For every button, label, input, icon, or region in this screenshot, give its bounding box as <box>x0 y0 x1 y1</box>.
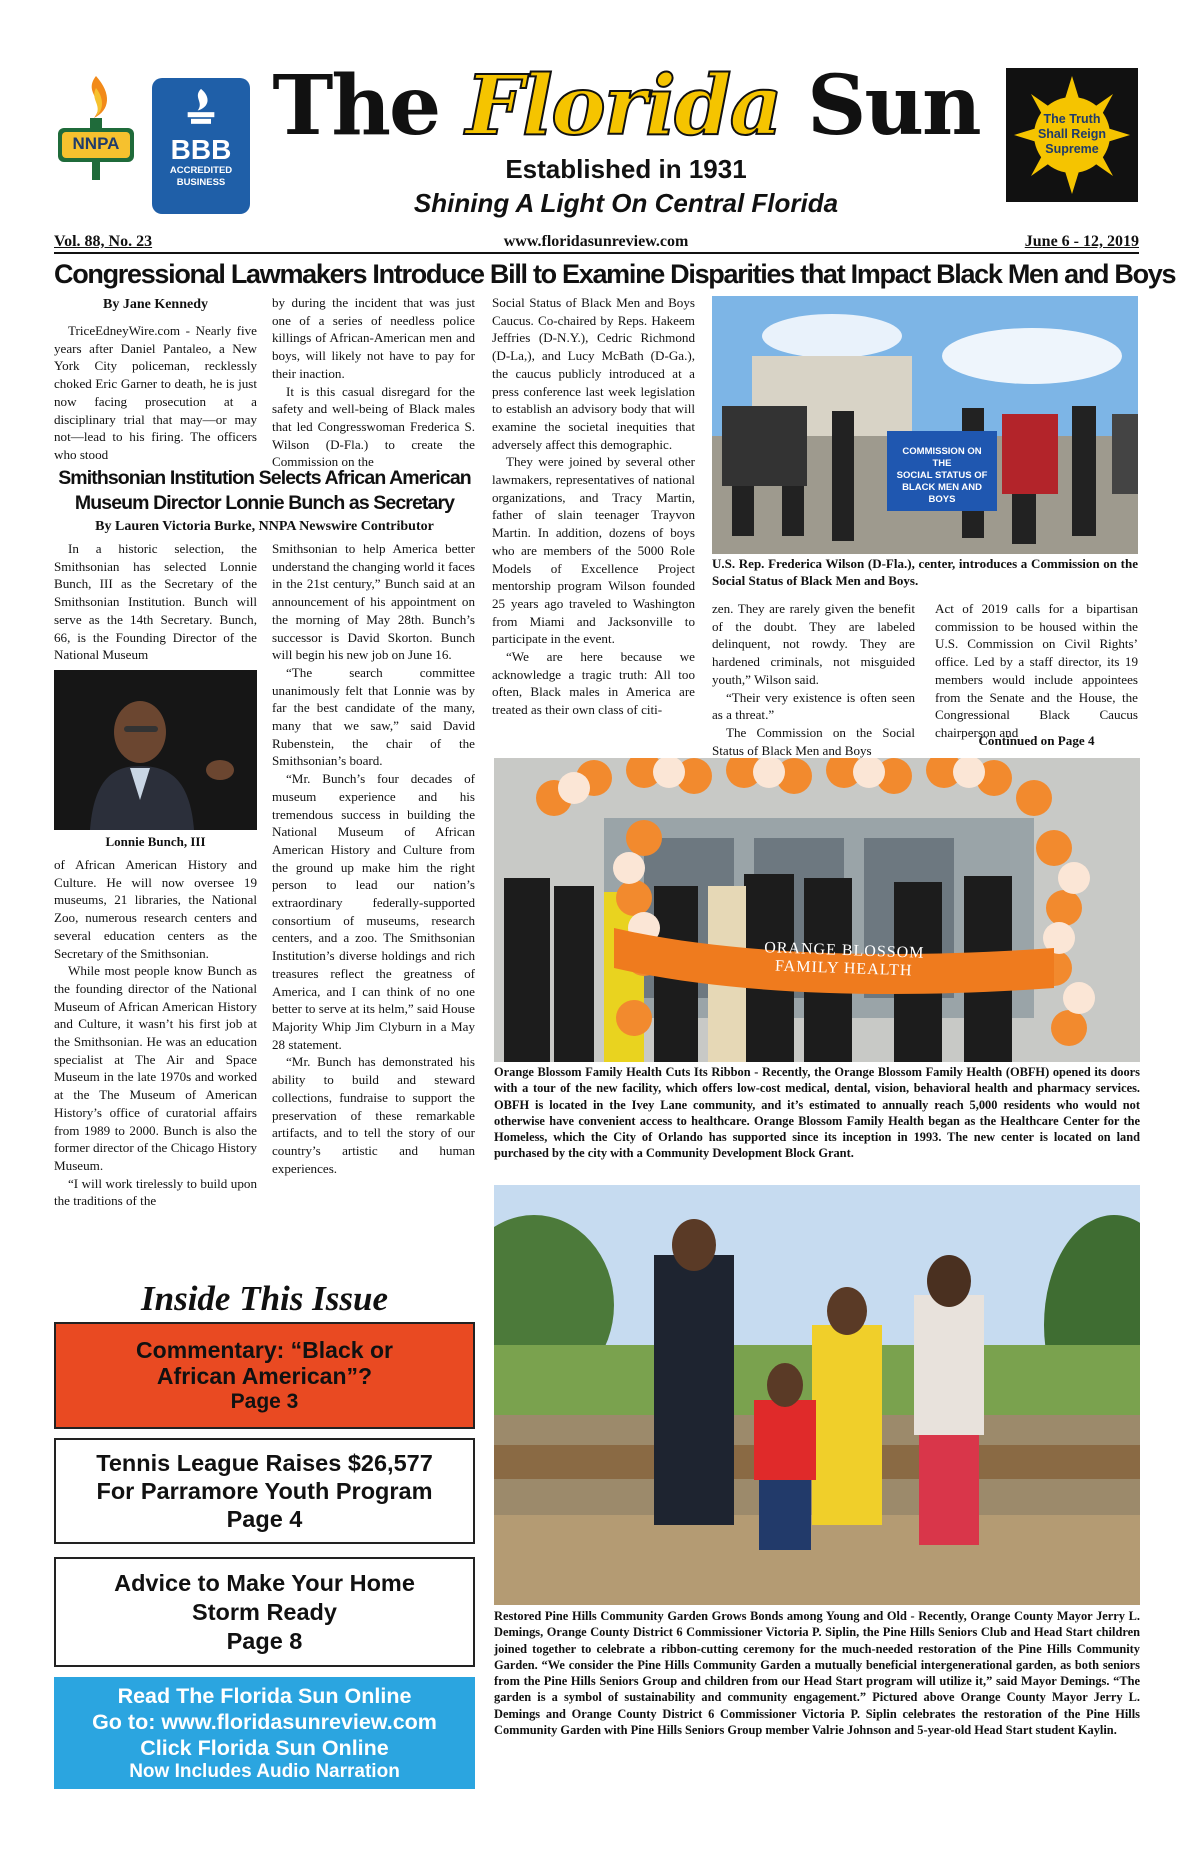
sun-badge-line2: Shall Reign <box>1037 127 1107 141</box>
lead-col3-p3: “We are here because we acknowledge a tragic truth: All too often, Black males in America are treated as their own class of citi- <box>492 649 695 718</box>
smithsonian-col2-p2: “The search committee unanimously felt that Lonnie was by far the best candidate of the many, many that we saw,” said David Rubenstein, the chair of the Smithsonian’s board. <box>272 664 475 769</box>
commission-banner <box>895 446 989 506</box>
lead-col4 <box>712 600 915 759</box>
lead-col1-p1: TriceEdneyWire.com - Nearly five years after Daniel Pantaleo, a New York City policeman, recklessly choked Eric Garner to death, he is just now facing prosecution at a disciplinary trial that may—or may not—lead to his firing. The officers who stood <box>54 323 257 462</box>
lead-col2 <box>272 294 475 471</box>
smithsonian-col2-p3: “Mr. Bunch’s four decades of museum experience and his tremendous success in building the National Museum of African American History and Culture from the ground up make him the right person to lead our nation’s extraordinary federally-supported consortium of museums, research centers, and a zoo. The Smithsonian Institution’s diverse holdings and rich treasures reflect the greatness of America, and I can think of no one better to serve at its helm,” said House Majority Whip Jim Clyburn in a May 28 statement. <box>272 771 475 1052</box>
banner-line1: COMMISSION ON THE <box>902 446 982 469</box>
nnpa-logo <box>52 72 140 184</box>
smithsonian-byline: By Lauren Victoria Burke, NNPA Newswire Contributor <box>95 519 434 534</box>
obfh-caption: Orange Blossom Family Health Cuts Its Ribbon - Recently, the Orange Blossom Family Health (OBFH) opened its doors with a tour of the new facility, which offers low-cost medical, dental, vision, behavioral health and pharmacy services. OBFH is located in the Ivey Lane community, and it’s estimated to annually reach 5,000 residents who would not otherwise have convenient access to healthcare. Orange Blossom Family Health began as the Healthcare Center for the Homeless, which the City of Orlando has supported since its inception in 1993. The new center is located on land purchased by the city with a Community Development Block Grant. <box>494 1065 1140 1161</box>
commentary-line1: Commentary: “Black or <box>136 1336 393 1363</box>
inside-heading: Inside This Issue <box>140 1279 389 1318</box>
website-link[interactable]: www.floridasunreview.com <box>503 233 689 250</box>
inside-box-storm[interactable] <box>54 1557 475 1667</box>
read-online-box[interactable] <box>54 1677 475 1789</box>
title-word-sun: Sun <box>807 58 980 154</box>
lead-headline: Congressional Lawmakers Introduce Bill to Examine Disparities that Impact Black Men and Boys <box>54 259 1176 289</box>
title-word-florida: Florida <box>465 58 781 154</box>
masthead-title <box>262 56 990 156</box>
garden-caption: Restored Pine Hills Community Garden Grows Bonds among Young and Old - Recently, Orange County Mayor Jerry L. Demings, Orange County District 6 Commissioner Victoria P. Siplin, the Pine Hills Seniors Club and Head Start children joined together to celebrate a ribbon-cutting ceremony for the much-needed restoration of the Pine Hills Community Garden. “We consider the Pine Hills Community Garden a mutually beneficial intergenerational garden, as both seniors from the Pine Hills Seniors Group and children from our Head Start program will utilize it,” said Mayor Demings. “The garden is a symbol of sustainability and community engagement.” Pictured above Orange County Mayor Jerry L. Demings and Orange County District 6 Commissioner Victoria P. Siplin celebrates the restoration of the Pine Hills Community Garden with Pine Hills Seniors Group member Valrie Johnson and 5-year-old Head Start student Kaylin. <box>494 1609 1140 1738</box>
smithsonian-col1-p1: In a historic selection, the Smithsonian has selected Lonnie Bunch, III as the Secretary of the Smithsonian Institution. Bunch will serve as the 14th Secretary. Bunch, 66, is the Founding Director of the National Museum <box>54 541 257 663</box>
bunch-photo-caption: Lonnie Bunch, III <box>105 834 206 849</box>
sun-badge <box>1006 68 1138 202</box>
smithsonian-col1-top <box>54 540 257 664</box>
bbb-torch-icon <box>176 86 226 130</box>
lead-col4-p3: The Commission on the Social Status of Black Men and Boys <box>712 724 915 758</box>
smithsonian-col2-p1: Smithsonian to help America better understand the changing world it faces in the 21st century,” Bunch said at an announcement of his appointment on the morning of May 28th. Bunch’s successor is David Skorton. Bunch will begin his new job on June 16. <box>272 541 475 663</box>
sun-badge-line3: Supreme <box>1045 142 1099 156</box>
sun-badge-line1: The Truth <box>1043 112 1101 126</box>
tennis-page: Page 4 <box>226 1506 303 1532</box>
tennis-line1: Tennis League Raises $26,577 <box>96 1450 433 1476</box>
lead-col1 <box>54 322 257 464</box>
commentary-line2: African American”? <box>156 1362 373 1389</box>
smithsonian-col2-p4: “Mr. Bunch has demonstrated his ability to build and steward collections, fundraise to support the preservation of these remarkable artifacts, and to tell the story of our country’s artistic and human experiences. <box>272 1054 475 1176</box>
online-line4: Now Includes Audio Narration <box>129 1761 400 1782</box>
torch-icon <box>52 72 140 184</box>
established-line: Established in 1931 <box>505 154 747 184</box>
lead-col2-p1: by during the incident that was just one of a series of needless police killings of African-American men and boys, will likely not have to pay for their inaction. <box>272 295 475 381</box>
smithsonian-col1-p2: of African American History and Culture. He will now oversee 19 museums, 21 libraries, the National Zoo, numerous research centers and several education centers as the Secretary of the Smithsonian. <box>54 857 257 961</box>
commentary-page: Page 3 <box>230 1389 299 1413</box>
lead-col3-p2: They were joined by several other lawmakers, representatives of national organizations, and Tracy Martin, father of slain teenager Trayvon Martin. In addition, dozens of boys who are members of the 5000 Role Models of Excellence Project mentorship program Wilson founded 25 years ago traveled to Washington from Miami and Jacksonville to participate in the event. <box>492 454 695 647</box>
bbb-text: BBB <box>170 134 232 165</box>
issue-date: June 6 - 12, 2019 <box>1024 233 1139 250</box>
smithsonian-col1-p3: While most people know Bunch as the founding director of the National Museum of African American History and Culture, it wasn’t his first job at the Smithsonian. He was an education specialist at The Air and Space Museum in the late 1970s and worked at the The Museum of American History’s office of curatorial affairs from 1989 to 2000. Bunch is also the former director of the Chicago History Museum. <box>54 963 257 1173</box>
online-line1: Read The Florida Sun Online <box>117 1684 412 1708</box>
storm-line2: Storm Ready <box>192 1598 337 1625</box>
obfh-photo <box>494 758 1140 1062</box>
garden-photo <box>494 1185 1140 1605</box>
lead-col5 <box>935 600 1138 742</box>
tennis-line2: For Parramore Youth Program <box>96 1478 433 1504</box>
smithsonian-col1-p4: “I will work tirelessly to build upon the traditions of the <box>54 1175 257 1209</box>
banner-line2: SOCIAL STATUS OF <box>896 470 988 481</box>
smithsonian-headline-line2: Museum Director Lonnie Bunch as Secretary <box>74 492 455 514</box>
smithsonian-col2 <box>272 540 475 1177</box>
lead-byline: By Jane Kennedy <box>102 297 208 312</box>
dateline <box>54 232 1139 254</box>
bbb-sub1: ACCREDITED <box>169 165 233 176</box>
title-word-the: The <box>272 58 440 154</box>
lead-col4-p1: zen. They are rarely given the benefit of the doubt. They are labeled delinquent, not rowdy. They are hardened criminals, not misguided youth,” Wilson said. <box>712 601 915 687</box>
smithsonian-headline <box>54 466 475 516</box>
smithsonian-col1-bottom <box>54 856 257 1210</box>
storm-line1: Advice to Make Your Home <box>114 1569 415 1596</box>
continued-note: Continued on Page 4 <box>978 733 1095 748</box>
lead-col3-p1: Social Status of Black Men and Boys Caucus. Co-chaired by Reps. Hakeem Jeffries (D-N.Y.), Cedric Richmond (D-La,), and Lucy McBath (D-Ga.), the caucus publicly introduced at a press conference last week legislation to establish an advisory body that will examine the societal inequities that adversely affect this demographic. <box>492 295 695 452</box>
online-line2[interactable]: Go to: www.floridasunreview.com <box>92 1710 437 1734</box>
bbb-sub2: BUSINESS <box>176 177 226 188</box>
obfh-banner-line2: FAMILY HEALTH <box>774 957 913 980</box>
bbb-logo <box>152 78 250 214</box>
volume-number: Vol. 88, No. 23 <box>54 233 153 250</box>
inside-box-commentary[interactable] <box>54 1322 475 1429</box>
lead-col3 <box>492 294 695 719</box>
lead-photo <box>712 296 1138 554</box>
banner-line3: BLACK MEN AND BOYS <box>902 482 982 505</box>
lead-col5-p1: Act of 2019 calls for a bipartisan commission to be housed within the U.S. Commission on Civil Rights’ office. Led by a staff director, its 19 members would include appointees from the Senate and the House, the Congressional Black Caucus chairperson and <box>935 601 1138 740</box>
smithsonian-headline-line1: Smithsonian Institution Selects African American <box>58 467 471 489</box>
tagline: Shining A Light On Central Florida <box>413 188 839 218</box>
obfh-banner <box>733 938 954 982</box>
lead-photo-caption: U.S. Rep. Frederica Wilson (D-Fla.), center, introduces a Commission on the Social Status of Black Men and Boys. <box>712 556 1138 588</box>
inside-box-tennis[interactable] <box>54 1438 475 1544</box>
lead-col2-p2: It is this casual disregard for the safety and well-being of Black males that led Congresswoman Frederica S. Wilson (D-Fla.) to create the Commission on the <box>272 383 475 470</box>
obfh-banner-line1: ORANGE BLOSSOM <box>763 939 925 962</box>
nnpa-text: NNPA <box>72 134 120 153</box>
online-line3[interactable]: Click Florida Sun Online <box>140 1736 389 1760</box>
storm-page: Page 8 <box>226 1627 303 1654</box>
bunch-photo <box>54 670 257 830</box>
lead-col4-p2: “Their very existence is often seen as a threat.” <box>712 689 915 723</box>
